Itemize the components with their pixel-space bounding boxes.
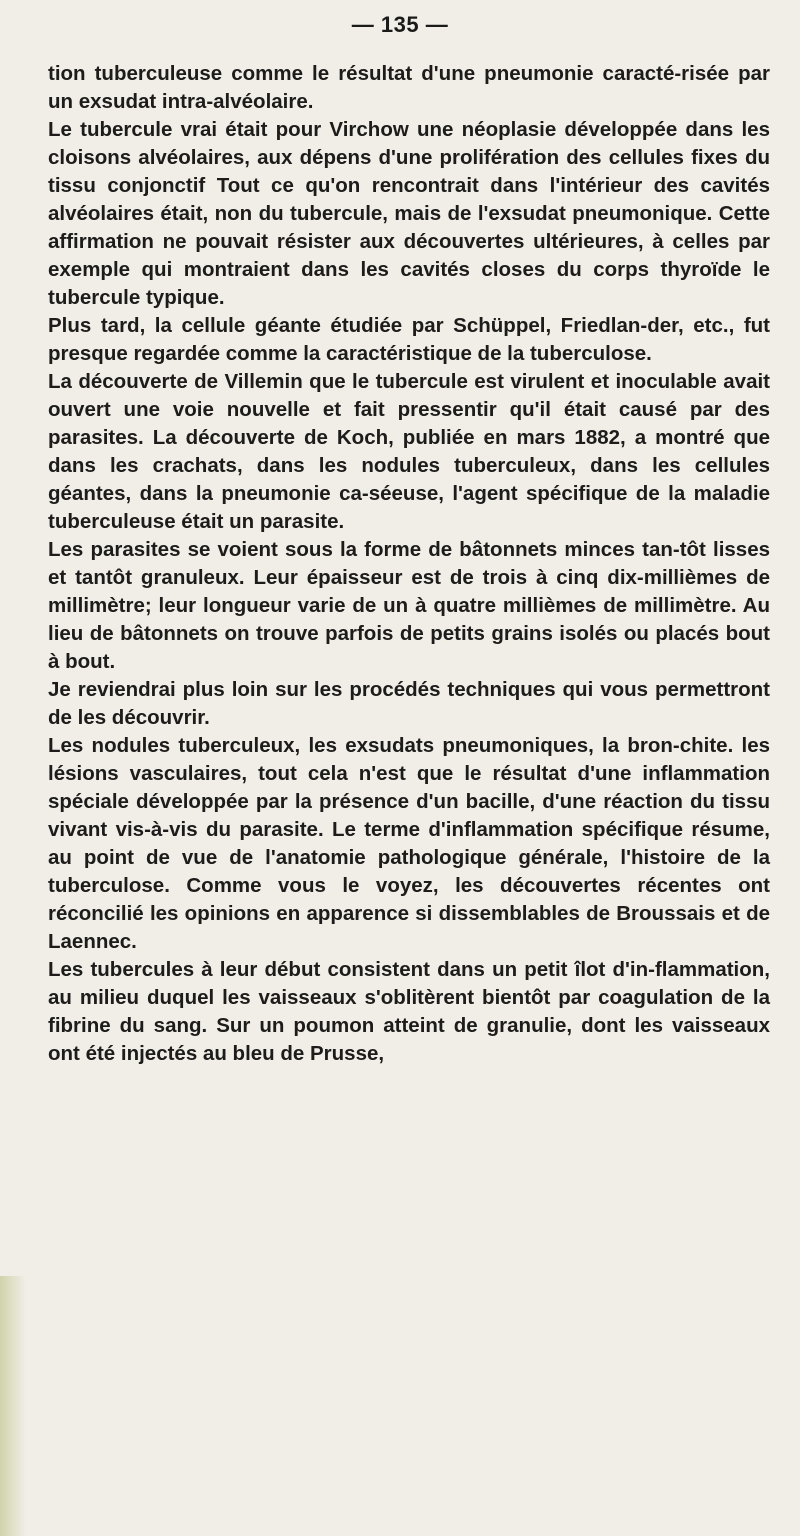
page-body — [48, 60, 770, 1068]
paragraph-6: Je reviendrai plus loin sur les procédés techniques qui vous permettront de les découvrir. — [48, 678, 770, 729]
page-number-header: — 135 — — [351, 12, 449, 37]
paragraph-5: Les parasites se voient sous la forme de bâtonnets minces tan-tôt lisses et tantôt granuleux. Leur épaisseur est de trois à cinq dix-millièmes de millimètre; leur longueur varie de un à quatre millièmes de millimètre. Au lieu de bâtonnets on trouve parfois de petits grains isolés ou placés bout à bout. — [48, 538, 770, 673]
paragraph-1: tion tuberculeuse comme le résultat d'une pneumonie caracté-risée par un exsudat intra-alvéolaire. — [48, 62, 770, 113]
paragraph-4: La découverte de Villemin que le tubercule est virulent et inoculable avait ouvert une voie nouvelle et fait pressentir qu'il était causé par des parasites. La découverte de Koch, publiée en mars 1882, a montré que dans les crachats, dans les nodules tuberculeux, dans les cellules géantes, dans la pneumonie ca-séeuse, l'agent spécifique de la maladie tuberculeuse était un parasite. — [48, 370, 770, 533]
paragraph-8: Les tubercules à leur début consistent dans un petit îlot d'in-flammation, au milieu duquel les vaisseaux s'oblitèrent bientôt par coagulation de la fibrine du sang. Sur un poumon atteint de granulie, dont les vaisseaux ont été injectés au bleu de Prusse, — [48, 958, 770, 1065]
paragraph-7: Les nodules tuberculeux, les exsudats pneumoniques, la bron-chite. les lésions vasculaires, tout cela n'est que le résultat d'une inflammation spéciale développée par la présence d'un bacille, d'une réaction du tissu vivant vis-à-vis du parasite. Le terme d'inflammation spécifique résume, au point de vue de l'anatomie pathologique générale, l'histoire de la tuberculose. Comme vous le voyez, les découvertes récentes ont réconcilié les opinions en apparence si dissemblables de Broussais et de Laennec. — [48, 734, 770, 953]
paragraph-2: Le tubercule vrai était pour Virchow une néoplasie développée dans les cloisons alvéolaires, aux dépens d'une prolifération des cellules fixes du tissu conjonctif Tout ce qu'on rencontrait dans l'intérieur des cavités alvéolaires était, non du tubercule, mais de l'exsudat pneumonique. Cette affirmation ne pouvait résister aux découvertes ultérieures, à celles par exemple qui montraient dans les cavités closes du corps thyroïde le tubercule typique. — [48, 118, 770, 309]
page-edge-discoloration — [0, 1276, 26, 1536]
paragraph-3: Plus tard, la cellule géante étudiée par Schüppel, Friedlan-der, etc., fut presque regardée comme la caractéristique de la tuberculose. — [48, 314, 770, 365]
